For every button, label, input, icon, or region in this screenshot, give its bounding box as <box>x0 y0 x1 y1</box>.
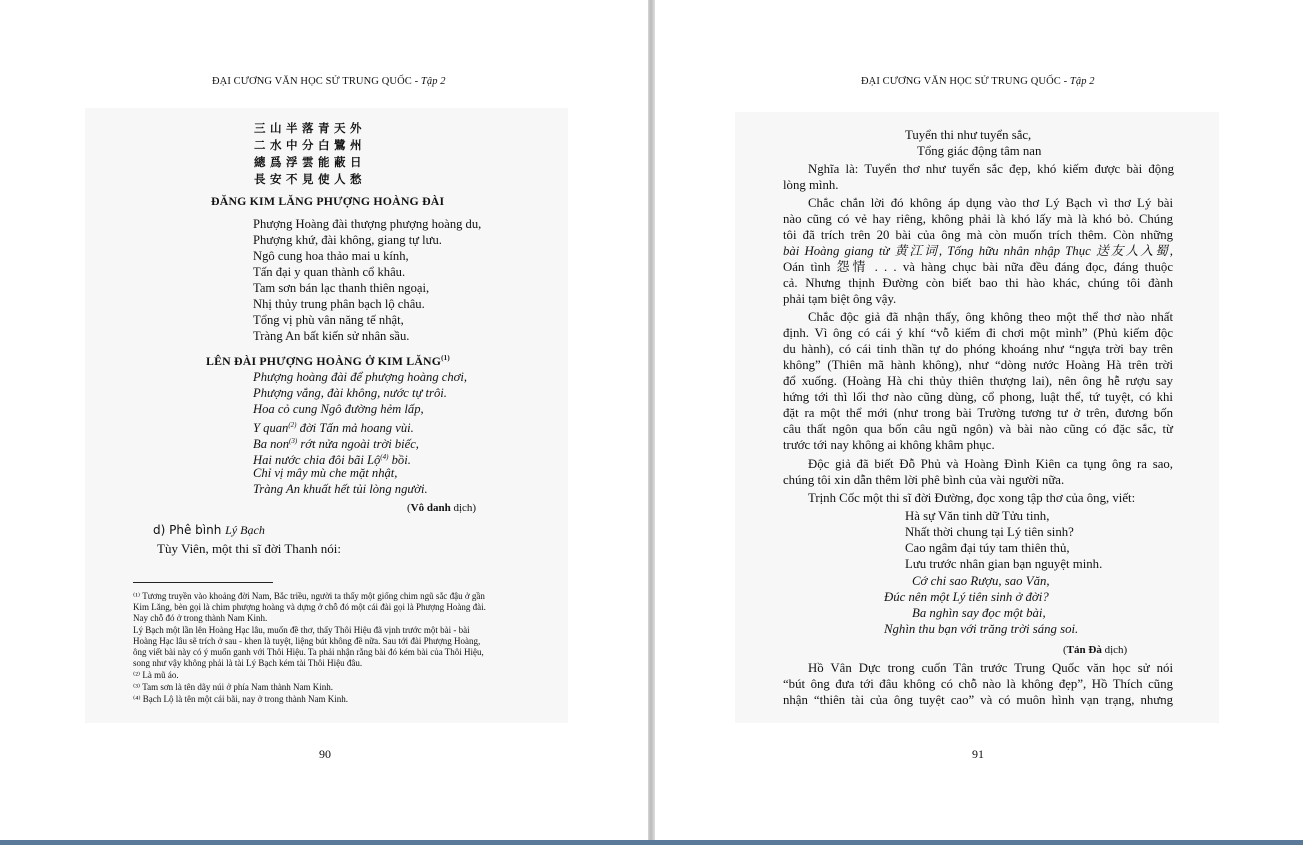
poem-heading-hanviet: ĐĂNG KIM LĂNG PHƯỢNG HOÀNG ĐÀI <box>211 194 445 208</box>
running-head-volume: Tập 2 <box>420 76 446 87</box>
poem-line: Phượng vắng, đài không, nước tự trôi. <box>253 386 447 400</box>
footnote-line: ông viết bài này có ý muốn ganh với Thôi Hiệu. Ta phải nhận rằng bài đó kém bài của Thôi Hiệu, <box>133 647 484 657</box>
paragraph-line <box>783 405 1173 421</box>
right-page <box>655 0 1303 840</box>
footnote-line: Nay chỗ đó ở trong thành Nam Kinh. <box>133 613 268 623</box>
poem-line: Phượng Hoàng đài thượng phượng hoàng du, <box>253 217 482 231</box>
paragraph-line: phải tạm biệt ông vậy. <box>783 292 897 306</box>
viewer-bottom-bar <box>0 840 1303 845</box>
verse-translation-line: Nghìn thu bạn với trăng trời sáng soi. <box>884 622 1079 636</box>
line-text: “bút ông đưa tới đâu không có chỗ nào là không đẹp”, Hồ Thích cũng <box>783 677 1173 691</box>
running-head-title: ĐẠI CƯƠNG VĂN HỌC SỬ TRUNG QUỐC <box>861 76 1061 87</box>
line-text: định. Vì ông có cái ý khí “vỗ kiếm đi chơi một mình” (Phủ kiếm độc <box>783 326 1173 340</box>
paragraph-line <box>783 456 1173 472</box>
page-number-left: 90 <box>319 747 331 761</box>
poem-line: Tổng vị phù vân năng tế nhật, <box>253 313 404 327</box>
paragraph-line: trước tới nay không ai không khâm phục. <box>783 438 995 452</box>
poem-line: Chỉ vị mây mù che mặt nhật, <box>253 466 398 480</box>
paragraph-line <box>783 373 1173 389</box>
paragraph-line: chúng tôi xin dẫn thêm lời phê bình của vài người nữa. <box>783 473 1065 487</box>
poem-line: Tam sơn bán lạc thanh thiên ngoại, <box>253 281 430 295</box>
line-text: không” (Thiên mã hành không), như “dòng nước Hoàng Hà trên trời <box>783 358 1173 372</box>
line-text: nào cũng có vẻ hay riêng, không phải là khó lấy mà là khó bỏ. Chúng <box>783 212 1173 226</box>
paragraph-line <box>783 259 1173 275</box>
verse-line: Tuyển thi như tuyển sắc, <box>905 128 1032 142</box>
poem-text: đời Tấn mả hoang vùi. <box>296 421 414 436</box>
footnote-line: Hoàng Hạc lâu sẽ trích ở sau - khen là tuyệt, liệng bút không đề nữa. Sau tới đài Phượng Hoàng, <box>133 636 481 646</box>
section-label: d) Phê bình <box>153 523 222 537</box>
poem-text: bồi. <box>388 453 411 468</box>
cjk-line: 三山半落青天外 <box>254 121 366 135</box>
line-text: Chắc độc giả đã nhận thấy, ông không theo một thể thơ nào nhất <box>808 310 1173 324</box>
poem-text: Ba non <box>253 437 290 452</box>
poem-heading-translation <box>206 350 450 369</box>
line-text: Hồ Vân Dực trong cuốn Tân trước Trung Quốc văn học sử nói <box>808 661 1173 675</box>
translator-name: Tản Đà <box>1066 644 1102 656</box>
footnote-rule <box>133 582 273 583</box>
poem-line: Tràng An khuất hết tủi lòng người. <box>253 482 428 496</box>
running-head-right: ĐẠI CƯƠNG VĂN HỌC SỬ TRUNG QUỐC - Tập 2 <box>861 76 1095 87</box>
paragraph-line <box>783 243 1173 259</box>
running-head-left: ĐẠI CƯƠNG VĂN HỌC SỬ TRUNG QUỐC - Tập 2 <box>212 76 446 87</box>
paragraph-line <box>783 227 1173 243</box>
credit-word: dịch <box>453 502 473 514</box>
section-heading <box>153 522 265 538</box>
poem-line: Ngô cung hoa thảo mai u kính, <box>253 249 409 263</box>
line-text: tôi đã trích trên 20 bài của ông mà còn muốn trích thêm. Còn những <box>783 228 1173 242</box>
footnote-line: ⁽¹⁾ Tương truyền vào khoảng đời Nam, Bắc triều, người ta thấy một giống chim ngũ sắc đậu ở gần <box>133 591 485 601</box>
verse-line: Cao ngâm đại túy tam thiên thủ, <box>905 541 1070 555</box>
footnote-line: ⁽⁴⁾ Bạch Lộ là tên một cái bãi, nay ở trong thành Nam Kinh. <box>133 694 349 704</box>
line-text: Oán tình 怨情 . . . và hàng chục bài nữa đều đáng đọc, đáng thuộc <box>783 260 1173 274</box>
footnote-line: Lý Bạch một lần lên Hoàng Hạc lâu, muốn đề thơ, thấy Thôi Hiệu đã vịnh trước một bài - bài <box>133 625 470 635</box>
paragraph-line <box>783 341 1173 357</box>
verse-translation-line: Cớ chi sao Rượu, sao Văn, <box>912 574 1050 588</box>
line-text: hứng tới thì lối thơ nào cũng dùng, cổ phong, luật thể, tứ tuyệt, có khi <box>783 390 1173 404</box>
translator-name: Vô danh <box>410 502 451 514</box>
verse-line: Hà sự Văn tinh dữ Tửu tinh, <box>905 509 1050 523</box>
running-head-title: ĐẠI CƯƠNG VĂN HỌC SỬ TRUNG QUỐC <box>212 76 412 87</box>
poem-line: Tràng An bất kiến sử nhân sầu. <box>253 329 410 343</box>
footnote-ref: (2) <box>288 421 297 429</box>
line-text: đổ xuống. (Hoàng Hà chi thủy thiên thượng lai), nên ông hễ rượu say <box>783 374 1173 388</box>
line-text: cả. Nhưng thịnh Đường còn biết bao thi hào khác, chúng tôi đành <box>783 276 1173 290</box>
footnote-line: song như vậy không phải là tài Lý Bạch kém tài Thôi Hiệu đâu. <box>133 658 363 668</box>
translator-credit: (Tản Đà dịch) <box>1063 644 1128 656</box>
paragraph-line: Trịnh Cốc một thi sĩ đời Đường, đọc xong tập thơ của ông, viết: <box>808 491 1136 505</box>
footnote-line: ⁽³⁾ Tam sơn là tên dãy núi ở phía Nam thành Nam Kinh. <box>133 682 334 692</box>
footnote-line: ⁽²⁾ Là mũ áo. <box>133 670 179 680</box>
paragraph-line <box>783 389 1173 405</box>
poem-text: Y quan <box>253 421 289 436</box>
page-number-right: 91 <box>972 747 984 761</box>
paragraph-line: lòng mình. <box>783 178 839 192</box>
section-name: Lý Bạch <box>225 523 265 537</box>
footnote-ref: (4) <box>380 453 389 461</box>
footnote-line: Kim Lăng, bèn gọi là chim phượng hoàng và dựng ở chỗ đó một cái đài gọi là Phượng Hoàng đài. <box>133 602 486 612</box>
verse-line: Nhất thời chung tại Lý tiên sinh? <box>905 525 1074 539</box>
poem-line: Hoa cỏ cung Ngô đường hẻm lấp, <box>253 402 424 416</box>
verse-translation-line: Ba nghìn say đọc một bài, <box>912 606 1046 620</box>
paragraph-line <box>783 357 1173 373</box>
cjk-line: 二水中分白鷺州 <box>254 138 366 152</box>
translator-credit: (Vô danh dịch) <box>407 502 477 514</box>
verse-line: Lưu trước nhân gian bạn nguyệt minh. <box>905 557 1103 571</box>
line-text: đặt ra một thể mới (như trong bài Trường tương tư ở trên, đương bốn <box>783 406 1173 420</box>
paragraph-line <box>783 660 1173 676</box>
running-head-volume: Tập 2 <box>1069 76 1095 87</box>
paragraph-line <box>783 692 1173 708</box>
cjk-line: 長安不見使人愁 <box>254 172 366 186</box>
paragraph-line <box>783 676 1173 692</box>
line-text: câu thất ngôn qua bốn câu ngũ ngôn) và bài nào cũng có đặc sắc, từ <box>783 422 1173 436</box>
paragraph-line <box>783 211 1173 227</box>
poem-text: rớt nửa ngoài trời biếc, <box>297 437 419 452</box>
paragraph-line <box>783 309 1173 325</box>
footnote-ref: (1) <box>441 354 450 362</box>
paragraph-line <box>783 195 1173 211</box>
line-text: Nghĩa là: Tuyển thơ như tuyển sắc đẹp, khó kiếm được bài động <box>808 162 1174 176</box>
intro-line: Tùy Viên, một thi sĩ đời Thanh nói: <box>157 541 341 556</box>
heading-text: LÊN ĐÀI PHƯỢNG HOÀNG Ở KIM LĂNG <box>206 353 442 368</box>
verse-line: Tổng giác động tâm nan <box>917 144 1042 158</box>
poem-line: Nhị thủy trung phân bạch lộ châu. <box>253 297 425 311</box>
line-text: Chắc chắn lời đó không áp dụng vào thơ Lý Bạch vì thơ Lý bài <box>808 196 1173 210</box>
poem-line: Tấn đại y quan thành cổ khâu. <box>253 265 406 279</box>
left-page <box>0 0 648 840</box>
poem-line: Phượng khứ, đài không, giang tự lưu. <box>253 233 442 247</box>
cjk-line: 總爲浮雲能蔽日 <box>254 155 366 169</box>
footnote-ref: (3) <box>289 437 298 445</box>
line-text: Độc giả đã biết Đỗ Phủ và Hoàng Đình Kiên ca tụng ông ra sao, <box>808 457 1173 471</box>
paragraph-line <box>783 325 1173 341</box>
verse-translation-line: Đúc nên một Lý tiên sinh ở đời? <box>884 590 1049 604</box>
line-text: du hành), có cái tinh thần tự do phóng khoáng như “ngựa trời bay trên <box>783 342 1173 356</box>
line-text: nhận “thiên tài của ông tuyệt cao” và có muôn hình vạn trạng, nhưng <box>783 693 1173 707</box>
line-text: bài Hoàng giang từ 黄江词, Tống hữu nhân nhập Thục 送友人入蜀, <box>783 244 1173 258</box>
poem-line: Phượng hoàng đài để phượng hoàng chơi, <box>253 370 468 384</box>
poem-text: Hai nước chia đôi bãi Lộ <box>253 453 381 468</box>
credit-word: dịch <box>1104 644 1124 656</box>
paragraph-line <box>783 421 1173 437</box>
paragraph-line <box>783 161 1173 177</box>
paragraph-line <box>783 275 1173 291</box>
